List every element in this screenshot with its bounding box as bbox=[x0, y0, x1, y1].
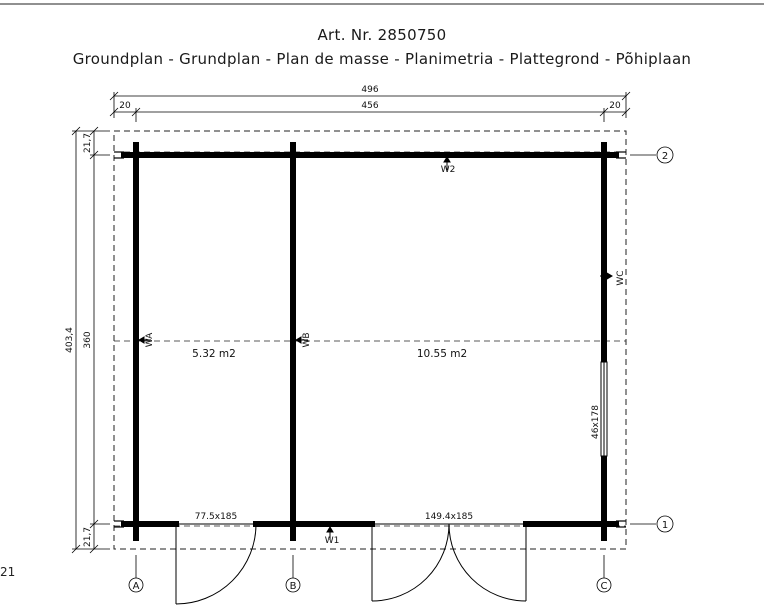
dim-left-margin: 20 bbox=[119, 101, 131, 111]
roof-outline-dashed bbox=[114, 131, 626, 549]
dim-total-height: 403,4 bbox=[65, 327, 75, 353]
groundplan-subtitle: Groundplan - Grundplan - Plan de masse - Planimetria - Plattegrond - Põhiplaan bbox=[72, 50, 692, 68]
axis-markers-right bbox=[630, 147, 673, 532]
door-right-swing-a bbox=[372, 524, 449, 601]
room-area-small: 5.32 m2 bbox=[192, 348, 236, 360]
dim-total-width: 496 bbox=[361, 85, 379, 95]
dim-right-margin: 20 bbox=[609, 101, 621, 111]
edge-fragment-text: 21 bbox=[0, 565, 16, 579]
axis-label-1: 1 bbox=[661, 520, 669, 531]
wall-label-w1: W1 bbox=[324, 536, 340, 546]
door-right-swing-b bbox=[449, 524, 526, 601]
door-right-size: 149.4x185 bbox=[424, 512, 474, 522]
wall-extension-ticks bbox=[114, 152, 626, 527]
axis-label-2: 2 bbox=[661, 151, 669, 162]
article-number-title: Art. Nr. 2850750 bbox=[317, 26, 447, 44]
wall-label-w2: W2 bbox=[440, 165, 456, 175]
dim-top-margin: 21,7 bbox=[83, 132, 93, 154]
axis-label-b: B bbox=[289, 581, 297, 592]
walls bbox=[124, 145, 616, 538]
wall-label-wc: WC bbox=[616, 270, 626, 286]
wall-label-wa: WA bbox=[145, 332, 155, 348]
axis-label-a: A bbox=[132, 581, 140, 592]
room-area-large: 10.55 m2 bbox=[416, 348, 468, 360]
dim-inner-height: 360 bbox=[83, 331, 93, 349]
wall-label-wb: WB bbox=[302, 332, 312, 348]
axis-markers-bottom bbox=[129, 555, 611, 592]
window-right-size: 46x178 bbox=[591, 405, 601, 439]
axis-label-c: C bbox=[600, 581, 608, 592]
door-left-swing bbox=[176, 524, 256, 604]
door-left-size: 77.5x185 bbox=[194, 512, 238, 522]
dim-bottom-margin: 21,7 bbox=[83, 526, 93, 548]
doors bbox=[176, 524, 526, 604]
dim-inner-width: 456 bbox=[361, 101, 379, 111]
